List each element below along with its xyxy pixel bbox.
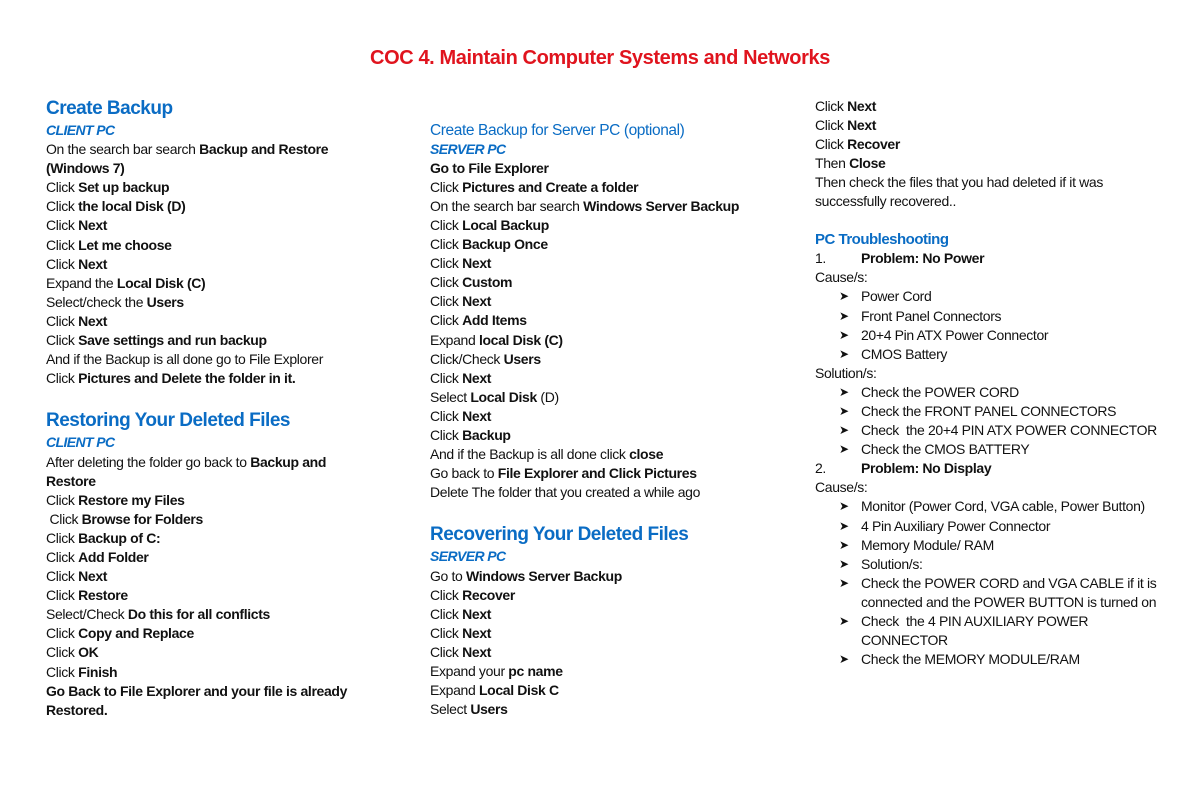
text: Go back to — [430, 465, 498, 482]
text: Power Cord — [861, 288, 932, 305]
bold-text: File Explorer and Click Pictures — [497, 465, 697, 482]
text-line — [815, 116, 1160, 135]
text: Expand the — [46, 274, 117, 291]
text: Cause/s: — [815, 269, 868, 286]
bullet-item — [815, 536, 1160, 555]
bold-text: Next — [78, 568, 108, 585]
text-line — [46, 236, 406, 255]
text: Go to — [430, 567, 467, 584]
text: Solution/s: — [861, 555, 923, 572]
bold-text: close — [629, 446, 664, 463]
bold-text: Next — [847, 97, 877, 114]
text-line — [430, 388, 800, 407]
bold-text: Backup — [462, 427, 511, 443]
bold-text: Local Disk C — [478, 682, 559, 699]
text: Click — [46, 255, 79, 272]
bold-text: Close — [849, 154, 886, 171]
bold-text: Browse for Folders — [81, 510, 203, 527]
text-line — [430, 197, 800, 216]
arrow-bullet-icon: ➤ — [839, 346, 849, 361]
text: CLIENT PC — [46, 434, 115, 451]
text-line — [430, 216, 800, 235]
arrow-bullet-icon: ➤ — [839, 652, 849, 667]
bullet-item — [815, 402, 1160, 421]
bold-text: Restore my Files — [78, 491, 185, 508]
text-line — [46, 491, 406, 510]
numbered-problem — [815, 459, 1160, 478]
text-line — [430, 643, 800, 662]
text-line — [430, 350, 800, 369]
text-line — [46, 255, 406, 274]
text: On the search bar search — [430, 197, 584, 214]
numbered-problem — [815, 249, 1160, 268]
text: Check the 4 PIN AUXILIARY POWER CONNECTOR — [861, 613, 1092, 649]
arrow-bullet-icon: ➤ — [839, 384, 849, 399]
bullet-item — [815, 440, 1160, 459]
text: Select/check the — [46, 293, 147, 310]
text: Click — [46, 236, 79, 253]
bullet-item — [815, 345, 1160, 364]
text-line — [815, 135, 1160, 154]
text-line — [46, 529, 406, 548]
text: Check the FRONT PANEL CONNECTORS — [861, 403, 1117, 419]
arrow-bullet-icon: ➤ — [839, 423, 849, 438]
text-line — [430, 178, 800, 197]
text: Select — [430, 388, 471, 405]
text: Front Panel Connectors — [861, 307, 1002, 324]
text-line — [430, 369, 800, 388]
text: Then check the files that you had deleted if it was — [815, 173, 1103, 190]
text-line — [430, 483, 800, 502]
bold-text: Backup and Restore — [199, 141, 329, 158]
text: Click — [815, 97, 848, 114]
bullet-item — [815, 497, 1160, 516]
text-line — [430, 700, 800, 719]
text-line — [430, 586, 800, 605]
text: Click — [46, 312, 79, 329]
text-line — [46, 624, 406, 643]
text: Click — [430, 236, 463, 253]
text-line — [46, 643, 406, 662]
text-line — [430, 331, 800, 350]
bold-text: Next — [462, 624, 492, 641]
text-line — [46, 701, 406, 720]
text-line — [46, 586, 406, 605]
text-line — [46, 159, 406, 178]
text: Then — [815, 154, 850, 171]
left-column — [46, 95, 406, 720]
text: Click — [430, 312, 463, 329]
bold-text: Next — [78, 312, 108, 329]
text-line — [815, 364, 1160, 383]
text-line — [430, 235, 800, 254]
text-line — [430, 426, 800, 445]
bold-text: Windows Server Backup — [583, 197, 740, 214]
bold-text: Custom — [462, 274, 513, 291]
text: Click — [430, 407, 463, 424]
text-line — [430, 292, 800, 311]
text: On the search bar search — [46, 141, 200, 158]
text-line — [430, 311, 800, 330]
arrow-bullet-icon: ➤ — [839, 575, 849, 590]
text: Click — [46, 491, 79, 508]
text: Create Backup — [46, 98, 173, 119]
bold-text: Set up backup — [78, 179, 170, 196]
bold-text: Save settings and run backup — [78, 332, 267, 349]
text: Click — [430, 216, 463, 233]
bullet-item — [815, 612, 1160, 650]
right-column — [815, 97, 1160, 670]
text-line — [430, 254, 800, 273]
bold-text: Go Back to File Explorer and your file is already — [46, 682, 348, 699]
bold-text: Recover — [847, 135, 900, 152]
text: Recovering Your Deleted Files — [430, 524, 689, 546]
text-line — [46, 682, 406, 701]
text: Click — [430, 178, 463, 195]
bullet-item — [815, 574, 1160, 612]
arrow-bullet-icon: ➤ — [839, 327, 849, 342]
text: Click — [46, 587, 79, 604]
text-line — [430, 273, 800, 292]
text: Select/Check — [46, 606, 128, 623]
section-heading — [46, 97, 406, 121]
bold-text: Add Folder — [78, 548, 149, 565]
bold-text: Local Backup — [462, 216, 549, 233]
text: Click — [430, 586, 463, 603]
subheading — [46, 433, 406, 452]
text: Check the CMOS BATTERY — [861, 441, 1030, 458]
text: Click — [46, 548, 79, 565]
bold-text: Restored. — [46, 701, 108, 718]
text: Click — [46, 332, 79, 349]
text: After deleting the folder go back to — [46, 453, 251, 470]
text: Click — [430, 293, 463, 310]
text-line — [46, 350, 406, 369]
bold-text: Users — [146, 293, 184, 310]
text: Click/Check — [430, 350, 504, 367]
middle-column — [430, 121, 800, 720]
text-line — [430, 464, 800, 483]
text: Click — [46, 217, 79, 234]
text-line — [46, 369, 406, 388]
bold-text: Backup Once — [462, 236, 548, 253]
item-number: 1. — [815, 250, 826, 267]
text: 4 Pin Auxiliary Power Connector — [861, 517, 1051, 534]
bold-text: (Windows 7) — [46, 160, 125, 177]
text-line — [46, 567, 406, 586]
document-title: COC 4. Maintain Computer Systems and Networks — [370, 47, 830, 69]
text-line — [46, 453, 406, 472]
text: Solution/s: — [815, 364, 877, 381]
bold-text: Do this for all conflicts — [127, 606, 270, 623]
text-line — [46, 605, 406, 624]
text-line — [815, 268, 1160, 287]
bold-text: the local Disk (D) — [78, 198, 186, 215]
text: Click — [46, 198, 79, 215]
text: Restoring Your Deleted Files — [46, 410, 290, 432]
text: Click — [430, 427, 463, 443]
arrow-bullet-icon: ➤ — [839, 614, 849, 629]
arrow-bullet-icon: ➤ — [839, 518, 849, 533]
text-line — [815, 173, 1160, 192]
subheading — [430, 547, 800, 566]
bold-text: Next — [462, 369, 492, 386]
arrow-bullet-icon: ➤ — [839, 404, 849, 418]
section-heading — [46, 409, 406, 433]
bold-text: Pictures and Delete the folder in it. — [78, 370, 296, 387]
text: PC Troubleshooting — [815, 231, 949, 249]
bullet-item — [815, 326, 1160, 345]
text-line — [46, 178, 406, 197]
bullet-item — [815, 383, 1160, 402]
bold-text: Next — [462, 643, 492, 660]
arrow-bullet-icon: ➤ — [839, 289, 849, 304]
arrow-bullet-icon: ➤ — [839, 442, 849, 457]
bold-text: Next — [462, 407, 492, 424]
text: Expand — [430, 331, 479, 348]
text: Expand — [430, 682, 479, 699]
text: successfully recovered.. — [815, 192, 956, 209]
text-line — [430, 662, 800, 681]
bold-text: Restore — [46, 472, 96, 489]
text-line — [46, 510, 406, 529]
text: Click — [430, 605, 463, 622]
text-line — [430, 445, 800, 464]
text-line — [46, 472, 406, 491]
arrow-bullet-icon: ➤ — [839, 556, 849, 571]
text: Click — [46, 663, 79, 680]
text-line — [46, 293, 406, 312]
bold-text: Add Items — [462, 312, 527, 329]
bold-text: Problem: No Power — [861, 250, 985, 267]
text-line — [46, 312, 406, 331]
text-line — [46, 140, 406, 159]
blank-line — [815, 211, 1160, 230]
text: Click — [430, 624, 463, 641]
text: Click — [815, 135, 848, 152]
bold-text: Next — [462, 255, 492, 272]
bold-text: Problem: No Display — [861, 460, 992, 477]
text: Click — [46, 644, 79, 661]
text: Check the POWER CORD — [861, 383, 1019, 400]
bold-text: Backup and — [250, 453, 327, 470]
text: Click — [46, 568, 79, 585]
text: SERVER PC — [430, 140, 506, 157]
arrow-bullet-icon: ➤ — [839, 499, 849, 514]
bold-text: Next — [78, 255, 108, 272]
text: And if the Backup is all done go to File Explorer — [46, 351, 324, 368]
subheading — [46, 121, 406, 140]
text: And if the Backup is all done click — [430, 446, 630, 463]
bold-text: Local Disk (C) — [116, 274, 206, 291]
bold-text: Go to File Explorer — [430, 159, 549, 176]
blank-line — [430, 502, 800, 521]
text: Memory Module/ RAM — [861, 536, 994, 553]
bullet-item — [815, 555, 1160, 574]
text-line — [430, 624, 800, 643]
text-line — [430, 605, 800, 624]
text-line — [815, 192, 1160, 211]
text: Check the 20+4 PIN ATX POWER CONNECTOR — [861, 422, 1157, 439]
text: Click — [46, 510, 82, 527]
text: Click — [46, 179, 79, 196]
text: Delete The folder that you created a while ago — [430, 484, 701, 501]
section-heading — [430, 121, 800, 140]
text: Click — [430, 369, 463, 386]
item-number: 2. — [815, 460, 826, 477]
text-line — [46, 331, 406, 350]
subheading — [430, 140, 800, 159]
bold-text: Windows Server Backup — [466, 567, 622, 584]
bullet-item — [815, 517, 1160, 536]
text-line — [815, 97, 1160, 116]
blank-line — [46, 388, 406, 407]
text: 20+4 Pin ATX Power Connector — [861, 326, 1049, 343]
text-line — [430, 407, 800, 426]
bold-text: Restore — [78, 587, 128, 604]
text-line — [430, 159, 800, 178]
text: Click — [430, 643, 463, 660]
bullet-item — [815, 307, 1160, 326]
bold-text: Backup of C: — [78, 529, 161, 546]
arrow-bullet-icon: ➤ — [839, 537, 849, 552]
bold-text: OK — [78, 644, 99, 661]
bold-text: local Disk (C) — [478, 331, 563, 348]
text: Click — [46, 529, 79, 546]
bullet-item — [815, 650, 1160, 669]
bold-text: Local Disk — [470, 388, 537, 405]
text: Click — [430, 255, 463, 272]
bullet-item — [815, 421, 1160, 440]
bold-text: Recover — [462, 586, 515, 603]
bold-text: Next — [462, 605, 492, 622]
text-line — [46, 548, 406, 567]
bold-text: Users — [470, 701, 508, 718]
text: Cause/s: — [815, 479, 868, 496]
text-line — [46, 197, 406, 216]
text-line — [46, 663, 406, 682]
text-line — [430, 681, 800, 700]
text: CMOS Battery — [861, 345, 948, 362]
text-line — [46, 274, 406, 293]
text: Click — [815, 116, 848, 133]
text: Select — [430, 701, 471, 718]
section-heading — [430, 523, 800, 547]
text: Click — [46, 370, 79, 387]
bold-text: Pictures and Create a folder — [462, 178, 639, 195]
text: Click — [46, 625, 79, 642]
bold-text: Next — [847, 116, 877, 133]
text: CLIENT PC — [46, 122, 115, 138]
text: Create Backup for Server PC (optional) — [430, 121, 685, 139]
bold-text: Users — [503, 350, 541, 367]
text: SERVER PC — [430, 548, 506, 565]
text: (D) — [536, 388, 559, 405]
bullet-item — [815, 287, 1160, 306]
text: Check the MEMORY MODULE/RAM — [861, 651, 1080, 668]
bold-text: Finish — [78, 663, 118, 680]
section-heading — [815, 230, 1160, 249]
text-line — [815, 478, 1160, 497]
text-line — [46, 216, 406, 235]
text-line — [430, 567, 800, 586]
bold-text: Next — [78, 217, 108, 234]
text: Check the POWER CORD and VGA CABLE if it is connected and the POWER BUTTON is turned on — [861, 574, 1160, 610]
text: Expand your — [430, 663, 509, 680]
bold-text: Copy and Replace — [78, 625, 194, 642]
text: Click — [430, 274, 463, 291]
bold-text: pc name — [508, 663, 563, 680]
bold-text: Let me choose — [78, 236, 172, 253]
bold-text: Next — [462, 293, 492, 310]
text: Monitor (Power Cord, VGA cable, Power Button) — [861, 498, 1145, 515]
arrow-bullet-icon: ➤ — [839, 308, 849, 323]
text-line — [815, 154, 1160, 173]
